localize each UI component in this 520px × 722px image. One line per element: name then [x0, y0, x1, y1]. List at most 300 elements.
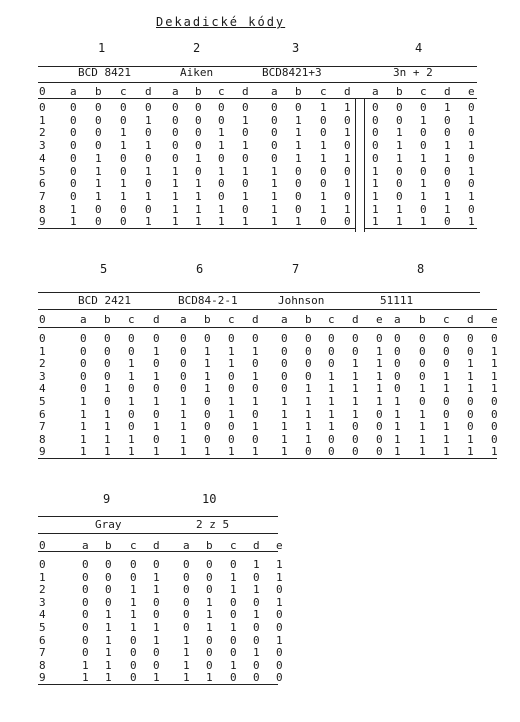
code-name: 51111: [380, 294, 414, 307]
table-separator: [355, 98, 356, 232]
bit-cell: 0: [218, 189, 225, 203]
code-number: 4: [415, 41, 423, 55]
bit-cell: 0: [206, 646, 213, 660]
bit-cell: 0: [276, 646, 283, 660]
column-header: d: [352, 313, 359, 326]
bit-cell: 1: [295, 139, 302, 153]
code-name: BCD8421+3: [262, 66, 322, 79]
bit-cell: 1: [128, 357, 135, 371]
bit-cell: 1: [204, 445, 211, 459]
bit-cell: 1: [394, 420, 401, 434]
bit-cell: 0: [180, 382, 187, 396]
bit-cell: 0: [95, 139, 102, 153]
bit-cell: 0: [344, 215, 351, 229]
bit-cell: 0: [82, 570, 89, 584]
column-header: c: [130, 539, 137, 552]
row-digit: 8: [39, 658, 46, 672]
bit-cell: 0: [468, 177, 475, 191]
bit-cell: 1: [443, 432, 450, 446]
bit-cell: 0: [183, 621, 190, 634]
bit-cell: 1: [230, 570, 237, 584]
bit-cell: 1: [352, 382, 359, 396]
bit-cell: 0: [444, 113, 451, 127]
bit-cell: 1: [443, 445, 450, 459]
bit-cell: 0: [242, 177, 249, 191]
bit-cell: 0: [80, 357, 87, 371]
bit-cell: 0: [253, 633, 260, 647]
bit-cell: 0: [228, 432, 235, 446]
bit-cell: 1: [70, 202, 77, 216]
table-bottom-rule: [38, 684, 278, 685]
bit-cell: 1: [252, 369, 259, 383]
bit-cell: 1: [320, 189, 327, 203]
bit-cell: 0: [276, 621, 283, 634]
row-digit: 5: [39, 164, 46, 178]
bit-cell: 0: [130, 658, 137, 672]
bit-cell: 0: [467, 395, 474, 408]
bit-cell: 1: [253, 608, 260, 622]
bit-cell: 1: [443, 420, 450, 434]
bit-cell: 1: [228, 395, 235, 408]
bit-cell: 0: [352, 332, 359, 345]
bit-cell: 1: [320, 139, 327, 153]
bit-cell: 1: [153, 445, 160, 459]
bit-cell: 0: [252, 332, 259, 345]
row-digit: 2: [39, 357, 46, 371]
row-digit: 0: [39, 558, 46, 571]
bit-cell: 1: [419, 432, 426, 446]
bit-cell: 1: [276, 570, 283, 584]
bit-cell: 0: [443, 357, 450, 371]
bit-cell: 1: [145, 189, 152, 203]
code-name: 3n + 2: [393, 66, 433, 79]
bit-cell: 0: [128, 420, 135, 434]
column-header: e: [376, 313, 383, 326]
bit-cell: 0: [467, 332, 474, 345]
bit-cell: 0: [120, 202, 127, 216]
bit-cell: 0: [396, 189, 403, 203]
bit-cell: 0: [80, 382, 87, 396]
row-digit: 0: [39, 101, 46, 114]
bit-cell: 1: [145, 113, 152, 127]
bit-cell: 0: [180, 369, 187, 383]
bit-cell: 1: [328, 407, 335, 421]
bit-cell: 0: [130, 570, 137, 584]
bit-cell: 1: [128, 445, 135, 459]
bit-cell: 0: [305, 369, 312, 383]
code-number: 6: [196, 262, 204, 276]
column-header: c: [218, 85, 225, 98]
column-header: c: [320, 85, 327, 98]
bit-cell: 0: [295, 164, 302, 178]
bit-cell: 0: [467, 407, 474, 421]
column-header: a: [281, 313, 288, 326]
bit-cell: 0: [228, 369, 235, 383]
bit-cell: 0: [276, 583, 283, 597]
code-name: Gray: [95, 518, 122, 531]
row-digit: 9: [39, 445, 46, 459]
bit-cell: 1: [281, 432, 288, 446]
bit-cell: 1: [444, 151, 451, 165]
code-number: 8: [417, 262, 425, 276]
row-digit: 5: [39, 395, 46, 408]
bit-cell: 0: [104, 332, 111, 345]
bit-cell: 1: [276, 558, 283, 571]
bit-cell: 0: [352, 445, 359, 459]
bit-cell: 1: [352, 357, 359, 371]
bit-cell: 1: [253, 583, 260, 597]
bit-cell: 1: [228, 344, 235, 358]
table-bottom-rule: [38, 228, 355, 229]
bit-cell: 0: [206, 558, 213, 571]
digit-column-header: 0: [39, 313, 46, 326]
bit-cell: 0: [372, 113, 379, 127]
bit-cell: 0: [443, 344, 450, 358]
bit-cell: 0: [372, 151, 379, 165]
column-header: e: [491, 313, 498, 326]
bit-cell: 0: [344, 164, 351, 178]
bit-cell: 1: [218, 139, 225, 153]
bit-cell: 0: [95, 126, 102, 140]
column-header: d: [153, 313, 160, 326]
bit-cell: 1: [444, 101, 451, 114]
bit-cell: 0: [328, 445, 335, 459]
bit-cell: 0: [104, 369, 111, 383]
bit-cell: 0: [82, 583, 89, 597]
column-header: c: [228, 313, 235, 326]
bit-cell: 1: [420, 151, 427, 165]
bit-cell: 1: [253, 558, 260, 571]
bit-cell: 1: [80, 445, 87, 459]
bit-cell: 0: [420, 164, 427, 178]
bit-cell: 0: [376, 445, 383, 459]
row-digit: 0: [39, 332, 46, 345]
bit-cell: 0: [80, 332, 87, 345]
bit-cell: 0: [70, 164, 77, 178]
bit-cell: 0: [491, 420, 498, 434]
bit-cell: 0: [218, 101, 225, 114]
bit-cell: 1: [420, 189, 427, 203]
bit-cell: 0: [344, 139, 351, 153]
bit-cell: 0: [242, 126, 249, 140]
bit-cell: 0: [120, 151, 127, 165]
bit-cell: 1: [128, 395, 135, 408]
bit-cell: 0: [228, 420, 235, 434]
bit-cell: 0: [281, 332, 288, 345]
column-header: b: [295, 85, 302, 98]
bit-cell: 0: [305, 357, 312, 371]
column-header: d: [242, 85, 249, 98]
row-digit: 6: [39, 633, 46, 647]
bit-cell: 0: [204, 420, 211, 434]
bit-cell: 0: [320, 215, 327, 229]
bit-cell: 0: [80, 344, 87, 358]
bit-cell: 1: [95, 151, 102, 165]
bit-cell: 0: [218, 113, 225, 127]
bit-cell: 0: [82, 633, 89, 647]
bit-cell: 1: [253, 646, 260, 660]
code-number: 2: [193, 41, 201, 55]
bit-cell: 1: [172, 177, 179, 191]
column-header: b: [206, 539, 213, 552]
column-header: c: [128, 313, 135, 326]
bit-cell: 1: [394, 432, 401, 446]
bit-cell: 1: [230, 583, 237, 597]
bit-cell: 0: [172, 126, 179, 140]
bit-cell: 1: [204, 357, 211, 371]
row-digit: 9: [39, 215, 46, 229]
bit-cell: 0: [443, 395, 450, 408]
bit-cell: 0: [230, 646, 237, 660]
bit-cell: 0: [230, 608, 237, 622]
column-header: b: [95, 85, 102, 98]
column-header: a: [372, 85, 379, 98]
bit-cell: 1: [468, 139, 475, 153]
row-digit: 1: [39, 570, 46, 584]
bit-cell: 1: [444, 189, 451, 203]
bit-cell: 0: [271, 139, 278, 153]
bit-cell: 0: [419, 332, 426, 345]
table-header-rule: [38, 533, 278, 534]
bit-cell: 1: [352, 395, 359, 408]
bit-cell: 1: [70, 215, 77, 229]
bit-cell: 0: [242, 202, 249, 216]
code-name: Johnson: [278, 294, 325, 307]
bit-cell: 1: [80, 432, 87, 446]
bit-cell: 1: [420, 215, 427, 229]
bit-cell: 0: [444, 164, 451, 178]
bit-cell: 0: [206, 583, 213, 597]
bit-cell: 1: [206, 595, 213, 609]
bit-cell: 1: [467, 432, 474, 446]
bit-cell: 0: [218, 177, 225, 191]
bit-cell: 0: [276, 671, 283, 685]
code-name: 2 z 5: [196, 518, 230, 531]
table-bottom-rule: [364, 228, 477, 229]
bit-cell: 0: [394, 344, 401, 358]
code-name: Aiken: [180, 66, 214, 79]
bit-cell: 1: [130, 621, 137, 634]
bit-cell: 1: [180, 420, 187, 434]
bit-cell: 1: [491, 357, 498, 371]
bit-cell: 0: [104, 344, 111, 358]
bit-cell: 0: [204, 395, 211, 408]
bit-cell: 1: [80, 395, 87, 408]
bit-cell: 0: [82, 621, 89, 634]
bit-cell: 0: [183, 558, 190, 571]
bit-cell: 1: [242, 189, 249, 203]
bit-cell: 0: [468, 202, 475, 216]
row-digit: 6: [39, 177, 46, 191]
bit-cell: 0: [130, 646, 137, 660]
bit-cell: 1: [128, 369, 135, 383]
bit-cell: 0: [218, 151, 225, 165]
bit-cell: 0: [206, 658, 213, 672]
bit-cell: 0: [153, 595, 160, 609]
bit-cell: 0: [396, 113, 403, 127]
bit-cell: 0: [172, 113, 179, 127]
table-header-rule: [38, 82, 477, 83]
bit-cell: 1: [95, 164, 102, 178]
bit-cell: 0: [419, 395, 426, 408]
bit-cell: 1: [105, 671, 112, 685]
bit-cell: 0: [183, 583, 190, 597]
bit-cell: 0: [105, 595, 112, 609]
code-number: 3: [292, 41, 300, 55]
bit-cell: 0: [153, 407, 160, 421]
bit-cell: 1: [153, 344, 160, 358]
table-column-rule: [38, 327, 497, 328]
bit-cell: 0: [420, 126, 427, 140]
bit-cell: 1: [271, 177, 278, 191]
bit-cell: 0: [195, 101, 202, 114]
bit-cell: 0: [180, 332, 187, 345]
bit-cell: 0: [128, 344, 135, 358]
code-number: 1: [98, 41, 106, 55]
bit-cell: 1: [295, 215, 302, 229]
bit-cell: 0: [195, 139, 202, 153]
bit-cell: 1: [206, 671, 213, 685]
bit-cell: 1: [305, 407, 312, 421]
bit-cell: 1: [443, 369, 450, 383]
bit-cell: 1: [352, 407, 359, 421]
bit-cell: 0: [70, 101, 77, 114]
bit-cell: 0: [130, 671, 137, 685]
bit-cell: 0: [130, 558, 137, 571]
column-header: a: [394, 313, 401, 326]
bit-cell: 1: [104, 420, 111, 434]
column-header: a: [70, 85, 77, 98]
bit-cell: 0: [204, 407, 211, 421]
bit-cell: 0: [372, 139, 379, 153]
table-column-rule: [38, 98, 477, 99]
bit-cell: 1: [276, 595, 283, 609]
bit-cell: 1: [467, 382, 474, 396]
row-digit: 3: [39, 595, 46, 609]
bit-cell: 0: [172, 139, 179, 153]
row-digit: 4: [39, 151, 46, 165]
code-name: BCD 2421: [78, 294, 131, 307]
bit-cell: 0: [252, 382, 259, 396]
bit-cell: 1: [252, 445, 259, 459]
bit-cell: 1: [376, 395, 383, 408]
bit-cell: 0: [328, 357, 335, 371]
bit-cell: 1: [204, 382, 211, 396]
bit-cell: 0: [195, 164, 202, 178]
bit-cell: 1: [376, 382, 383, 396]
bit-cell: 0: [120, 101, 127, 114]
bit-cell: 0: [372, 101, 379, 114]
bit-cell: 0: [305, 344, 312, 358]
bit-cell: 1: [104, 445, 111, 459]
bit-cell: 1: [281, 407, 288, 421]
table-header-rule: [38, 309, 497, 310]
bit-cell: 0: [82, 558, 89, 571]
bit-cell: 1: [468, 189, 475, 203]
bit-cell: 1: [305, 382, 312, 396]
bit-cell: 0: [128, 332, 135, 345]
row-digit: 7: [39, 420, 46, 434]
bit-cell: 0: [242, 151, 249, 165]
bit-cell: 0: [105, 583, 112, 597]
bit-cell: 1: [242, 164, 249, 178]
bit-cell: 1: [172, 215, 179, 229]
bit-cell: 0: [230, 633, 237, 647]
row-digit: 3: [39, 369, 46, 383]
bit-cell: 1: [230, 658, 237, 672]
bit-cell: 0: [276, 658, 283, 672]
bit-cell: 0: [206, 570, 213, 584]
bit-cell: 1: [120, 139, 127, 153]
bit-cell: 1: [195, 177, 202, 191]
code-name: BCD84-2-1: [178, 294, 238, 307]
bit-cell: 1: [204, 369, 211, 383]
bit-cell: 1: [228, 407, 235, 421]
bit-cell: 1: [228, 445, 235, 459]
bit-cell: 0: [253, 621, 260, 634]
bit-cell: 0: [394, 332, 401, 345]
bit-cell: 0: [396, 177, 403, 191]
bit-cell: 0: [295, 101, 302, 114]
bit-cell: 1: [120, 189, 127, 203]
bit-cell: 1: [153, 583, 160, 597]
bit-cell: 0: [420, 139, 427, 153]
bit-cell: 1: [467, 445, 474, 459]
bit-cell: 0: [468, 126, 475, 140]
row-digit: 4: [39, 608, 46, 622]
bit-cell: 0: [70, 151, 77, 165]
column-header: d: [153, 539, 160, 552]
bit-cell: 1: [372, 202, 379, 216]
bit-cell: 1: [252, 420, 259, 434]
bit-cell: 1: [183, 658, 190, 672]
column-header: a: [80, 313, 87, 326]
bit-cell: 0: [394, 357, 401, 371]
bit-cell: 0: [145, 202, 152, 216]
bit-cell: 0: [172, 101, 179, 114]
bit-cell: 1: [344, 101, 351, 114]
bit-cell: 1: [195, 202, 202, 216]
bit-cell: 0: [320, 164, 327, 178]
bit-cell: 0: [295, 202, 302, 216]
bit-cell: 1: [295, 126, 302, 140]
bit-cell: 0: [145, 151, 152, 165]
bit-cell: 0: [271, 113, 278, 127]
bit-cell: 1: [467, 357, 474, 371]
row-digit: 9: [39, 671, 46, 685]
row-digit: 6: [39, 407, 46, 421]
column-header: d: [344, 85, 351, 98]
bit-cell: 0: [228, 332, 235, 345]
bit-cell: 0: [70, 177, 77, 191]
bit-cell: 1: [328, 395, 335, 408]
column-header: d: [252, 313, 259, 326]
bit-cell: 1: [376, 344, 383, 358]
bit-cell: 1: [195, 189, 202, 203]
bit-cell: 0: [305, 332, 312, 345]
bit-cell: 0: [195, 126, 202, 140]
bit-cell: 0: [104, 395, 111, 408]
bit-cell: 0: [120, 215, 127, 229]
bit-cell: 0: [467, 344, 474, 358]
bit-cell: 0: [120, 164, 127, 178]
column-header: c: [328, 313, 335, 326]
bit-cell: 1: [130, 595, 137, 609]
bit-cell: 0: [491, 332, 498, 345]
bit-cell: 0: [372, 126, 379, 140]
column-header: a: [180, 313, 187, 326]
column-header: b: [305, 313, 312, 326]
